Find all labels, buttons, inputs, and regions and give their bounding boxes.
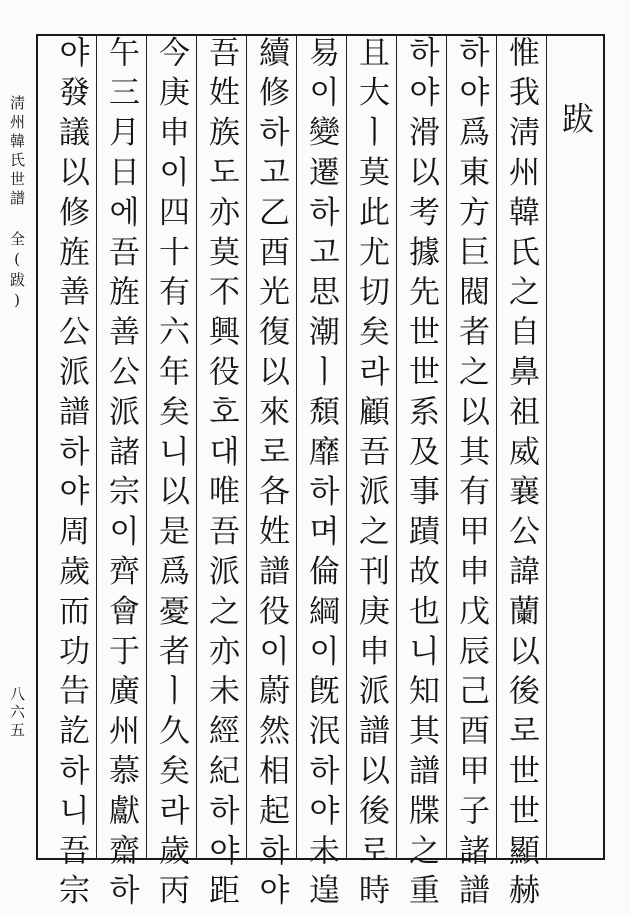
text-column-7: 吾姓族도亦莫不興役호대唯吾派之亦未經紀하야距	[203, 36, 239, 914]
text-column-8: 今庚申이四十有六年矣니以是爲憂者ㅣ久矣라歲丙	[153, 36, 189, 914]
column-rule	[446, 34, 447, 860]
column-rule	[96, 34, 97, 860]
text-column-9: 午三月日에吾旌善公派諸宗이齊會于廣州慕獻齋하	[103, 36, 139, 914]
text-column-10: 야發議以修旌善公派譜하야周歲而功告訖하니吾宗	[53, 36, 89, 914]
text-column-2: 하야爲東方巨閥者之以其有甲申戊辰己酉甲子諸譜	[453, 36, 489, 914]
margin-book-title: 淸州韓氏世譜 全(跋)	[8, 95, 26, 313]
column-rule	[196, 34, 197, 860]
text-column-6: 續修하고乙酉光復以來로各姓譜役이蔚然相起하야	[253, 36, 289, 914]
heading-ba: 跋	[557, 102, 595, 134]
page-number: 八六五	[8, 686, 26, 740]
column-rule	[496, 34, 497, 860]
text-column-4: 且大ㅣ莫此尤切矣라顧吾派之刊庚申派譜以後로時	[353, 36, 389, 914]
text-column-3: 하야滑以考據先世世系及事蹟故也니知其譜牒之重	[403, 36, 439, 914]
column-rule	[546, 34, 547, 860]
column-rule	[346, 34, 347, 860]
column-rule	[146, 34, 147, 860]
column-rule	[296, 34, 297, 860]
text-column-5: 易이變遷하고思潮ㅣ頹靡하며倫綱이旣泯하야未遑	[303, 36, 339, 914]
column-rule	[246, 34, 247, 860]
column-rule	[396, 34, 397, 860]
text-column-1: 惟我淸州韓氏之自鼻祖威襄公諱蘭以後로世世顯赫	[503, 36, 539, 914]
